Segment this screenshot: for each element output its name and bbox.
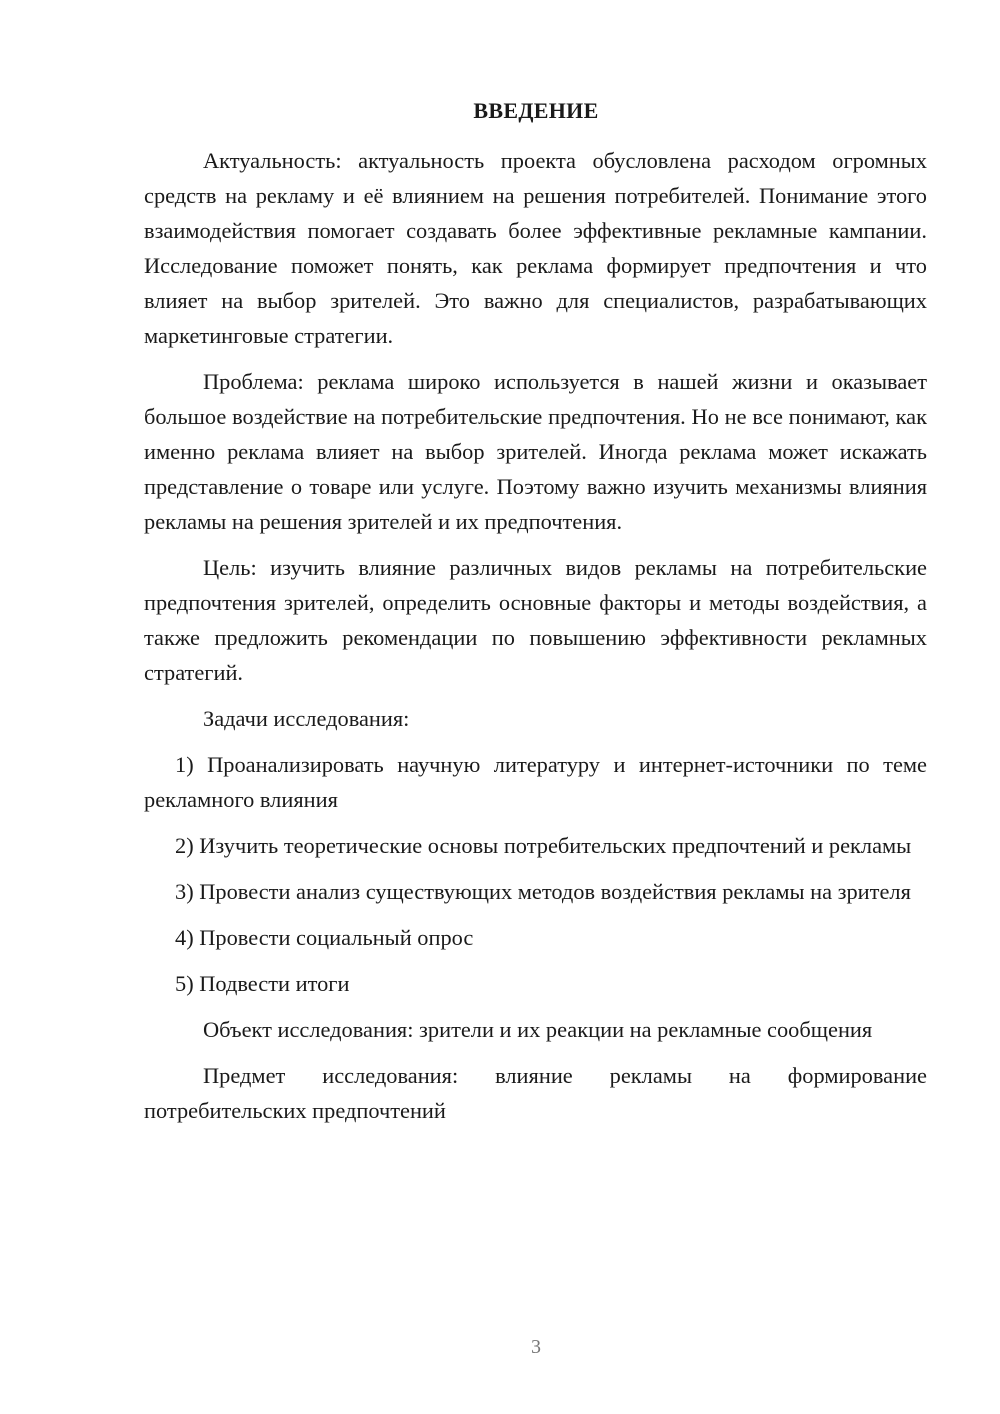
problem-paragraph: Проблема: реклама широко используется в нашей жизни и оказывает большое воздействие на потребительские предпочтения. Но не все понимают, как именно реклама влияет на выбор зрителей. Иногда реклама может искажать представление о товаре или услуге. Поэтому важно изучить механизмы влияния рекламы на решения зрителей и их предпочтения.	[144, 369, 927, 534]
task-item-5: 5) Подвести итоги	[175, 971, 350, 996]
goal-paragraph: Цель: изучить влияние различных видов рекламы на потребительские предпочтения зрителей, определить основные факторы и методы воздействия, а также предложить рекомендации по повышению эффективности рекламных стратегий.	[144, 555, 927, 685]
task-item-2: 2) Изучить теоретические основы потребительских предпочтений и рекламы	[175, 833, 912, 858]
relevance-paragraph: Актуальность: актуальность проекта обусловлена расходом огромных средств на рекламу и её влиянием на решения потребителей. Понимание этого взаимодействия помогает создавать более эффективные рекламные кампании. Исследование поможет понять, как реклама формирует предпочтения и что влияет на выбор зрителей. Это важно для специалистов, разрабатывающих маркетинговые стратегии.	[144, 148, 927, 348]
task-item-4: 4) Провести социальный опрос	[175, 925, 474, 950]
research-subject-paragraph: Предмет исследования: влияние рекламы на формирование потребительских предпочтений	[144, 1063, 927, 1123]
section-title: ВВЕДЕНИЕ	[473, 98, 599, 123]
research-object-paragraph: Объект исследования: зрители и их реакции на рекламные сообщения	[203, 1017, 873, 1042]
tasks-heading: Задачи исследования:	[203, 706, 410, 731]
task-item-3: 3) Провести анализ существующих методов воздействия рекламы на зрителя	[175, 879, 911, 904]
page-number: 3	[531, 1336, 541, 1358]
task-item-1: 1) Проанализировать научную литературу и интернет-источники по теме рекламного влияния	[144, 752, 927, 812]
document-body	[144, 143, 927, 1139]
